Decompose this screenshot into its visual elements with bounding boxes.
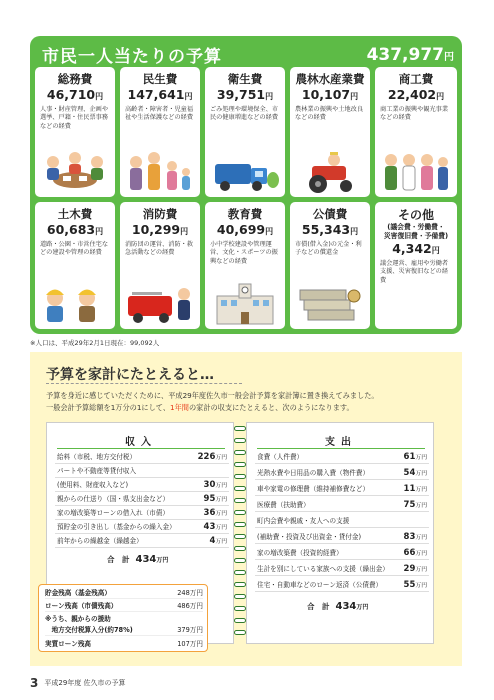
income-row: 給料（市税、地方交付税） 226万円 — [57, 452, 227, 462]
expense-total: 合 計 434万円 — [307, 601, 369, 612]
expense-row: 家の増改築費（投資的経費） 66万円 — [257, 548, 427, 558]
income-row: 家の増改築等ローンの借入れ（市債） 36万円 — [57, 508, 227, 518]
fire-truck-illustration — [124, 280, 196, 326]
income-row: (使用料、財産収入など) 30万円 — [57, 480, 227, 490]
expense-row: 住宅・自動車などのローン返済（公債費） 55万円 — [257, 580, 427, 590]
expense-row: (補助費・投資及び出資金・貸付金) 83万円 — [257, 532, 427, 542]
panel-title: 市民一人当たりの予算 — [42, 47, 222, 67]
page-footer: 3 平成29年度 佐久市の予算 — [30, 676, 126, 690]
savings-row: 地方交付税算入分(約78%) 379万円 — [45, 626, 203, 634]
garbage-truck-illustration — [209, 148, 281, 194]
tractor-farmer-illustration — [294, 148, 366, 194]
income-notebook-page: 収入 給料（市税、地方交付税） 226万円 パートや不動産等貸付収入 (使用料、財産収入など) 30万円 親からの仕送り（国・県支出金など） 95万円 家の増改築等ローンの借入れ（市債） 36万円 預貯金の引き出し（基金からの繰入金） 43万円 前年からの繰越金（繰越金） 4万円 合 計 434万円 — [46, 422, 234, 644]
title-underline — [46, 383, 242, 384]
income-row: 預貯金の引き出し（基金からの繰入金） 43万円 — [57, 522, 227, 532]
expense-row: 町内会費や親戚・友人への支援 — [255, 515, 429, 528]
savings-loan-box — [38, 584, 208, 652]
expense-row: 食費（人件費） 61万円 — [257, 452, 427, 462]
savings-row: 実質ローン残高 107万円 — [45, 640, 203, 648]
page-number: 3 — [30, 676, 39, 690]
notebook-rings — [234, 426, 246, 640]
category-card-other: その他 (議会費・労働費・ 災害復旧費・予備費) 4,342円 議会運営、雇用や労働者支援、災害復旧などの経費 — [375, 202, 457, 329]
expense-row: 車や家電の修理費（維持補修費など） 11万円 — [257, 484, 427, 494]
construction-workers-illustration — [39, 280, 111, 326]
expense-row: 医療費（扶助費） 75万円 — [257, 500, 427, 510]
category-card-civil-engineering: 土木費 60,683円 道路・公園・市営住宅などの建設や管理の経費 — [35, 202, 115, 329]
income-row: 前年からの繰越金（繰越金） 4万円 — [57, 536, 227, 546]
expense-row: 生計を別にしている家族への支援（繰出金） 29万円 — [257, 564, 427, 574]
category-card-welfare: 民生費 147,641円 高齢者・障害者・児童福祉や生活保護などの経費 — [120, 67, 200, 197]
household-title: 予算を家計にたとえると… — [46, 367, 214, 383]
per-capita-budget-panel — [30, 36, 462, 334]
category-card-education: 教育費 40,699円 小中学校建設や管理運営、文化・スポーツの振興などの経費 — [205, 202, 285, 329]
category-card-fire: 消防費 10,299円 消防団の運営、消防・救急活動などの経費 — [120, 202, 200, 329]
savings-row: 貯金残高（基金残高） 248万円 — [45, 589, 203, 597]
category-card-agriculture: 農林水産業費 10,107円 農林業の振興や土地改良などの経費 — [290, 67, 370, 197]
per-capita-total: 437,977円 — [366, 45, 454, 65]
family-elderly-illustration — [124, 148, 196, 194]
school-building-illustration — [209, 280, 281, 326]
income-total: 合 計 434万円 — [107, 554, 169, 565]
expense-row: 光熱水費や日用品の購入費（物件費） 54万円 — [257, 468, 427, 478]
category-card-commerce: 商工費 22,402円 商工業の振興や観光事業などの経費 — [375, 67, 457, 197]
household-intro: 予算を身近に感じていただくために、平成29年度佐久市一般会計予算を家計簿に置き換えてみました。 一般会計予算総額を1万分の1にして、1年間の家計の収支にたとえると、次のようになります。 — [46, 391, 379, 412]
category-card-sanitation: 衛生費 39,751円 ごみ処理や環境保全、市民の健康増進などの経費 — [205, 67, 285, 197]
shop-workers-illustration — [379, 148, 451, 194]
savings-row: ローン残高（市債残高） 486万円 — [45, 602, 203, 610]
money-stack-illustration — [294, 280, 366, 326]
expense-notebook-page: 支出 食費（人件費） 61万円 光熱水費や日用品の購入費（物件費） 54万円 車や家電の修理費（維持補修費など） 11万円 医療費（扶助費） 75万円 町内会費や親戚・友人への支援 (補助費・投資及び出資金・貸付金) 83万円 家の増改築費（投資的経費） 66万円 生計を別にしている家族への支援（繰出金） 29万円 住宅・自動車などのローン返済（公債費） 55万円 合 計 434万円 — [246, 422, 434, 644]
income-row: パートや不動産等貸付収入 — [55, 465, 229, 478]
category-card-debt: 公債費 55,343円 市債(借入金)の元金・利子などの償還金 — [290, 202, 370, 329]
savings-row: ※うち、親からの援助 — [45, 615, 111, 623]
income-row: 親からの仕送り（国・県支出金など） 95万円 — [57, 494, 227, 504]
meeting-people-illustration — [39, 148, 111, 194]
population-note: ※人口は、平成29年2月1日現在：99,092人 — [30, 339, 160, 347]
category-card-general: 総務費 46,710円 人事・財産管理、企画や選挙、戸籍・住民票事務などの経費 — [35, 67, 115, 197]
